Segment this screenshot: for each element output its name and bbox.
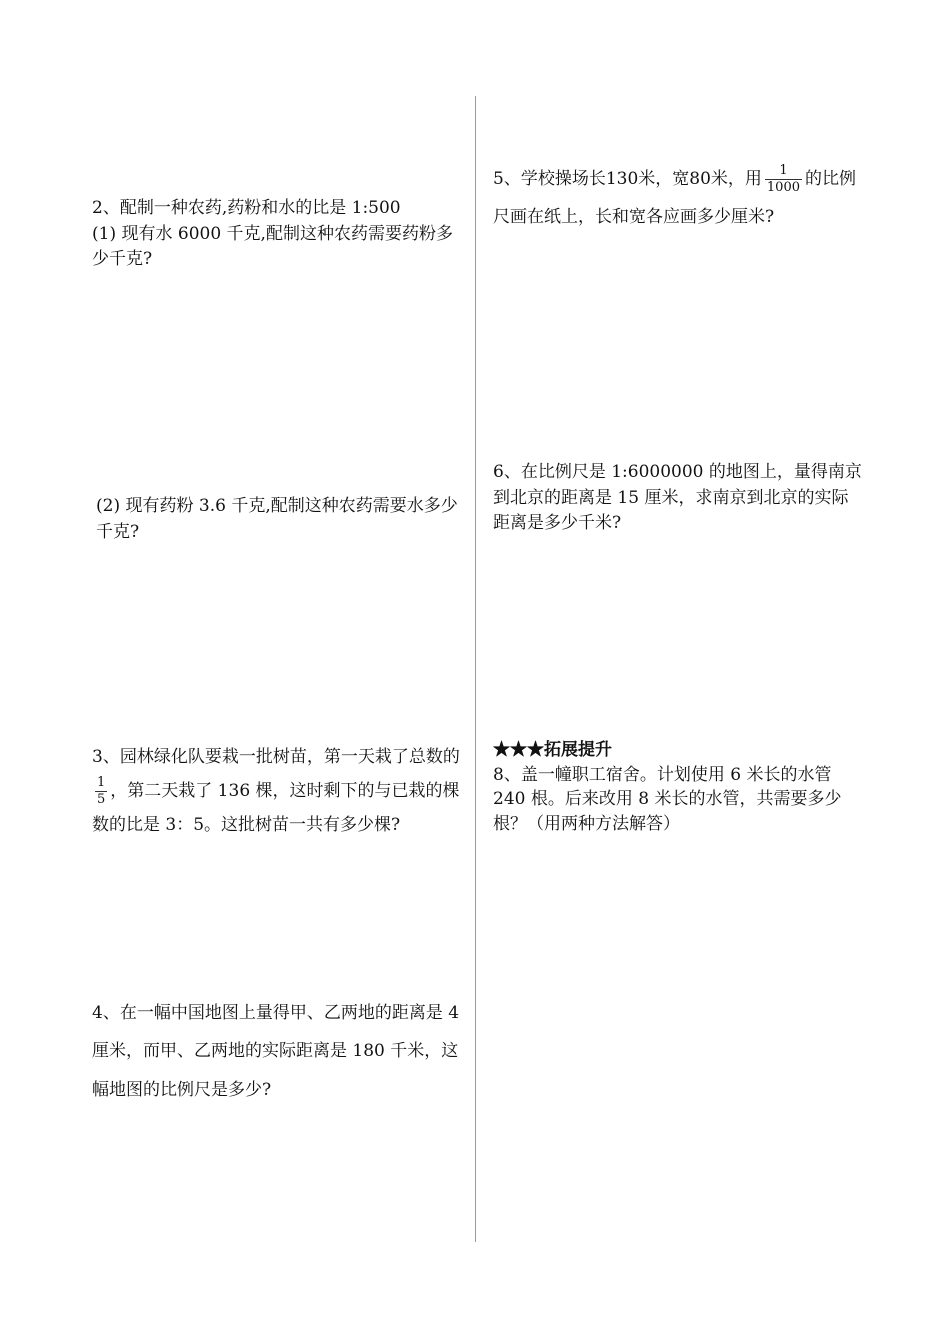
question-5	[493, 160, 863, 237]
question-2-part-2-block	[92, 494, 464, 545]
question-2-title: 2、配制一种农药,药粉和水的比是 1:500	[92, 198, 401, 218]
fraction-denominator: 5	[97, 792, 106, 807]
question-6	[493, 460, 863, 537]
fraction-numerator: 1	[97, 774, 106, 790]
column-divider	[475, 96, 476, 1242]
extension-section	[493, 738, 863, 837]
question-5-text-before: 5、学校操场长130米，宽80米，用	[493, 169, 762, 189]
question-4	[92, 994, 464, 1109]
question-4-text: 4、在一幅中国地图上量得甲、乙两地的距离是 4 厘米，而甲、乙两地的实际距离是 180 千米，这幅地图的比例尺是多少?	[92, 1003, 460, 1100]
question-6-text: 6、在比例尺是 1:6000000 的地图上，量得南京到北京的距离是 15 厘米，求南京到北京的实际距离是多少千米?	[493, 462, 862, 533]
question-5-text-after: 的比例尺画在纸上，长和宽各应画多少厘米?	[493, 169, 856, 228]
question-2-part-2: (2) 现有药粉 3.6 千克,配制这种农药需要水多少千克?	[96, 496, 458, 542]
fraction-denominator: 1000	[766, 180, 800, 195]
question-3-fraction	[95, 776, 107, 808]
question-2-part-1: (1) 现有水 6000 千克,配制这种农药需要药粉多少千克?	[92, 223, 453, 269]
question-3-text-before: 3、园林绿化队要栽一批树苗，第一天栽了总数的	[92, 747, 460, 767]
question-3-text-after: ，第二天栽了 136 棵，这时剩下的与已栽的棵数的比是 3：5。这批树苗一共有多少棵?	[92, 781, 460, 835]
extension-heading: ★★★拓展提升	[493, 740, 612, 760]
question-2	[92, 196, 464, 273]
question-3	[92, 740, 464, 842]
fraction-numerator: 1	[779, 162, 788, 178]
question-5-fraction	[765, 164, 802, 196]
question-8-text: 8、盖一幢职工宿舍。计划使用 6 米长的水管 240 根。后来改用 8 米长的水管，共需要多少根？（用两种方法解答）	[493, 764, 842, 834]
